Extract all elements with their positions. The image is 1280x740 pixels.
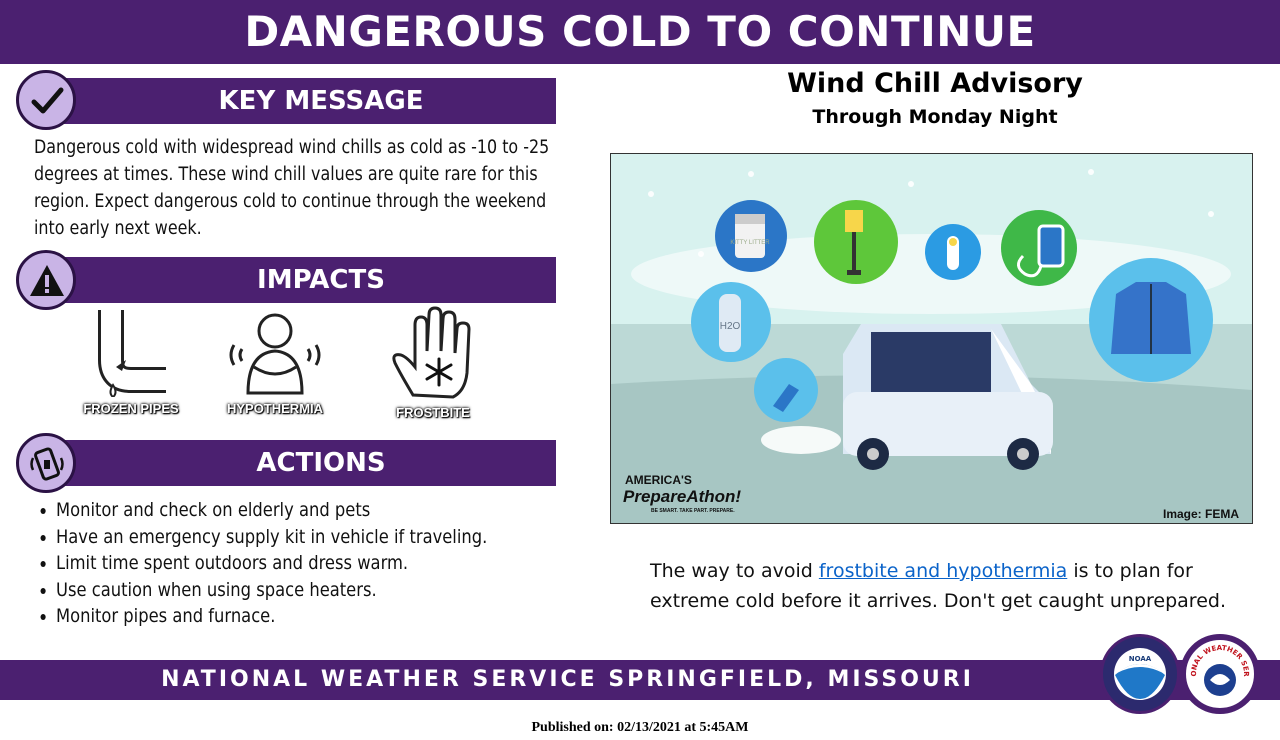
shovel-icon <box>814 200 898 284</box>
impact-label: FROZEN PIPES <box>83 401 179 416</box>
office-name: NATIONAL WEATHER SERVICE SPRINGFIELD, MISSOURI <box>161 667 974 692</box>
action-item: • Use caution when using space heaters. <box>56 577 520 604</box>
key-message-text: Dangerous cold with widespread wind chills as cold as -10 to -25 degrees at times. These wind chill values are quite rare for this region. Expect dangerous cold to continue through the weekend into early next week. <box>34 137 550 239</box>
impact-frostbite <box>378 305 488 420</box>
actions-list <box>28 497 596 630</box>
impact-frozen-pipes <box>76 305 186 416</box>
actions-heading: ACTIONS <box>256 448 386 478</box>
svg-text:H2O: H2O <box>719 321 741 332</box>
footer-bar <box>0 660 1280 700</box>
frostbite-hand-icon <box>383 305 483 401</box>
svg-text:AMERICA'S: AMERICA'S <box>625 473 692 487</box>
advisory-subtitle: Through Monday Night <box>812 106 1058 128</box>
ice-scraper-icon <box>754 358 818 422</box>
fema-illustration <box>610 153 1253 524</box>
impacts-bar <box>46 257 556 303</box>
impacts-heading: IMPACTS <box>257 265 385 295</box>
frozen-pipe-icon <box>86 305 176 397</box>
impact-label: FROSTBITE <box>396 405 470 420</box>
svg-text:KITTY LITTER: KITTY LITTER <box>730 240 770 246</box>
winter-coat-icon <box>1089 258 1213 382</box>
advisory-title: Wind Chill Advisory <box>787 68 1083 99</box>
page-title: DANGEROUS COLD TO CONTINUE <box>244 7 1036 56</box>
svg-text:NOAA: NOAA <box>1128 655 1152 663</box>
svg-text:PrepareAthon!: PrepareAthon! <box>623 487 742 506</box>
caption: The way to avoid frostbite and hypothermia is to plan for extreme cold before it arrives. Don't get caught unprepared. <box>650 560 1226 612</box>
action-item: • Have an emergency supply kit in vehicle if traveling. <box>56 524 520 551</box>
action-item: • Monitor pipes and furnace. <box>56 603 520 630</box>
water-bottle-icon <box>691 282 771 362</box>
action-item: • Monitor and check on elderly and pets <box>56 497 520 524</box>
svg-text:BE SMART. TAKE PART. PREPARE.: BE SMART. TAKE PART. PREPARE. <box>651 508 735 514</box>
checkmark-icon <box>16 70 76 130</box>
key-message-heading: KEY MESSAGE <box>218 86 424 116</box>
phone-charger-icon <box>1001 210 1077 286</box>
svg-text:NATIONAL WEATHER SERVICE: ONAL WEATHER SER <box>1189 643 1251 677</box>
noaa-logo <box>1100 634 1180 714</box>
warning-icon <box>16 250 76 310</box>
impact-label: HYPOTHERMIA <box>226 401 324 416</box>
action-item: • Limit time spent outdoors and dress warm. <box>56 550 520 577</box>
impact-hypothermia <box>220 305 330 416</box>
kitty-litter-icon <box>715 200 787 272</box>
key-message-bar <box>46 78 556 124</box>
phone-alert-icon <box>16 433 76 493</box>
frostbite-hypothermia-link[interactable]: frostbite and hypothermia <box>818 560 1068 582</box>
nws-logo <box>1180 634 1260 714</box>
flashlight-icon <box>925 224 981 280</box>
published-timestamp: Published on: 02/13/2021 at 5:45AM <box>531 720 749 735</box>
actions-bar <box>46 440 556 486</box>
image-credit: Image: FEMA <box>1163 507 1240 521</box>
shivering-person-icon <box>220 305 330 397</box>
title-banner <box>0 0 1280 64</box>
